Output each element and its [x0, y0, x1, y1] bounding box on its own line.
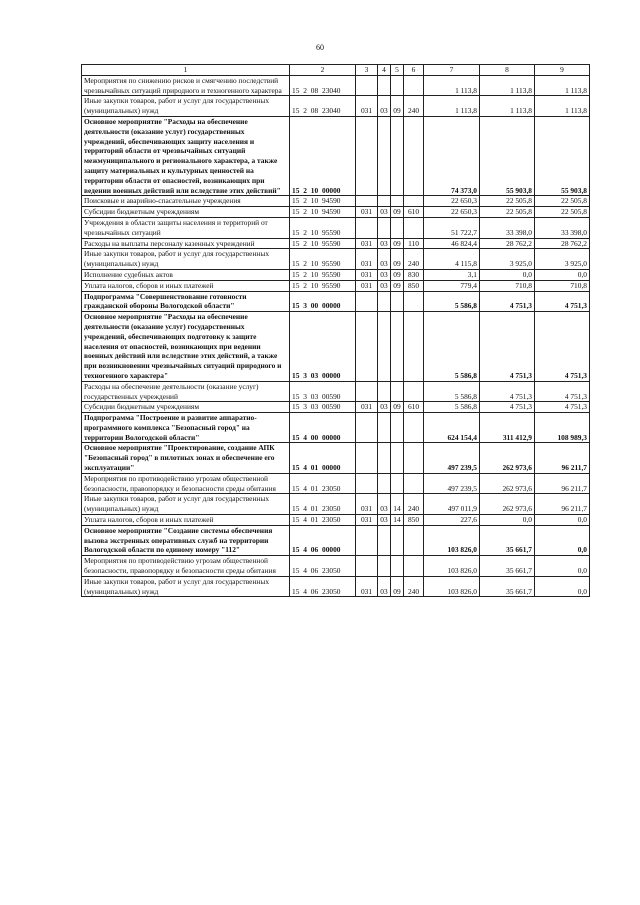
table-body [82, 75, 590, 597]
subsection-code: 09 [391, 238, 404, 249]
target-code: 15 2 08 23040 [290, 96, 356, 117]
section-code: 03 [378, 249, 391, 270]
amount-col-9: 108 989,3 [535, 413, 590, 443]
expense-type-code [404, 525, 424, 555]
amount-col-9: 0,0 [535, 269, 590, 280]
section-code: 03 [378, 238, 391, 249]
amount-col-9: 0,0 [535, 576, 590, 597]
amount-col-8: 35 661,7 [480, 576, 535, 597]
target-code: 15 4 01 23050 [290, 473, 356, 494]
amount-col-7: 779,4 [424, 280, 480, 291]
amount-col-8: 4 751,3 [480, 381, 535, 402]
row-name: Подпрограмма "Совершенствование готовности гражданской обороны Вологодской области" [82, 291, 290, 312]
amount-col-8: 3 925,0 [480, 249, 535, 270]
header-cell: 4 [378, 65, 391, 76]
header-cell: 5 [391, 65, 404, 76]
amount-col-9: 22 505,8 [535, 207, 590, 218]
amount-col-7: 3,1 [424, 269, 480, 280]
expense-type-code [404, 473, 424, 494]
ministry-code: 031 [356, 280, 378, 291]
row-name: Основное мероприятие "Проектирование, создание АПК "Безопасный город" в пилотных зонах и обеспечение его эксплуатации" [82, 443, 290, 473]
subsection-code: 09 [391, 269, 404, 280]
table-row [82, 525, 590, 555]
table-row [82, 494, 590, 515]
row-name: Иные закупки товаров, работ и услуг для государственных (муниципальных) нужд [82, 249, 290, 270]
table-row [82, 96, 590, 117]
amount-col-9: 710,8 [535, 280, 590, 291]
ministry-code [356, 217, 378, 238]
amount-col-8: 35 661,7 [480, 525, 535, 555]
ministry-code: 031 [356, 515, 378, 526]
row-name: Иные закупки товаров, работ и услуг для государственных (муниципальных) нужд [82, 576, 290, 597]
table-row [82, 249, 590, 270]
header-cell: 3 [356, 65, 378, 76]
expense-type-code: 110 [404, 238, 424, 249]
amount-col-9: 1 113,8 [535, 75, 590, 96]
subsection-code: 09 [391, 402, 404, 413]
table-row [82, 413, 590, 443]
expense-type-code: 610 [404, 402, 424, 413]
table-row [82, 75, 590, 96]
subsection-code [391, 443, 404, 473]
subsection-code: 09 [391, 280, 404, 291]
amount-col-8: 710,8 [480, 280, 535, 291]
amount-col-8: 262 973,6 [480, 443, 535, 473]
amount-col-9: 4 751,3 [535, 402, 590, 413]
amount-col-8: 4 751,3 [480, 291, 535, 312]
row-name: Мероприятия по снижению рисков и смягчению последствий чрезвычайных ситуаций природного и техногенного характера [82, 75, 290, 96]
amount-col-8: 1 113,8 [480, 96, 535, 117]
subsection-code: 09 [391, 249, 404, 270]
header-cell: 8 [480, 65, 535, 76]
target-code: 15 4 01 00000 [290, 443, 356, 473]
subsection-code [391, 473, 404, 494]
expense-type-code: 830 [404, 269, 424, 280]
target-code: 15 2 10 00000 [290, 116, 356, 195]
target-code: 15 3 03 00000 [290, 312, 356, 382]
section-code: 03 [378, 576, 391, 597]
section-code: 03 [378, 96, 391, 117]
amount-col-7: 497 239,5 [424, 443, 480, 473]
ministry-code: 031 [356, 96, 378, 117]
amount-col-7: 5 586,8 [424, 291, 480, 312]
table-row [82, 196, 590, 207]
amount-col-9: 22 505,8 [535, 196, 590, 207]
ministry-code: 031 [356, 269, 378, 280]
table-row [82, 280, 590, 291]
amount-col-7: 74 373,0 [424, 116, 480, 195]
row-name: Уплата налогов, сборов и иных платежей [82, 280, 290, 291]
row-name: Подпрограмма "Построение и развитие аппаратно-программного комплекса "Безопасный город" на территории Вологодской области" [82, 413, 290, 443]
amount-col-7: 5 586,8 [424, 381, 480, 402]
target-code: 15 2 10 95590 [290, 280, 356, 291]
amount-col-7: 46 824,4 [424, 238, 480, 249]
amount-col-9: 1 113,8 [535, 96, 590, 117]
amount-col-7: 1 113,8 [424, 96, 480, 117]
target-code: 15 2 10 95590 [290, 217, 356, 238]
amount-col-9: 28 762,2 [535, 238, 590, 249]
ministry-code: 031 [356, 207, 378, 218]
target-code: 15 2 10 94590 [290, 207, 356, 218]
table-row [82, 116, 590, 195]
section-code: 03 [378, 207, 391, 218]
target-code: 15 3 00 00000 [290, 291, 356, 312]
ministry-code: 031 [356, 402, 378, 413]
row-name: Расходы на обеспечение деятельности (оказание услуг) государственных учреждений [82, 381, 290, 402]
subsection-code [391, 312, 404, 382]
subsection-code: 09 [391, 207, 404, 218]
amount-col-9: 55 903,8 [535, 116, 590, 195]
expense-type-code [404, 291, 424, 312]
subsection-code [391, 217, 404, 238]
amount-col-7: 1 113,8 [424, 75, 480, 96]
target-code: 15 2 10 95590 [290, 238, 356, 249]
amount-col-8: 0,0 [480, 269, 535, 280]
subsection-code [391, 525, 404, 555]
target-code: 15 4 00 00000 [290, 413, 356, 443]
row-name: Расходы на выплаты персоналу казенных учреждений [82, 238, 290, 249]
table-row [82, 207, 590, 218]
subsection-code [391, 381, 404, 402]
expense-type-code [404, 413, 424, 443]
subsection-code [391, 556, 404, 577]
page-number: 60 [316, 43, 324, 52]
expense-type-code: 610 [404, 207, 424, 218]
row-name: Уплата налогов, сборов и иных платежей [82, 515, 290, 526]
target-code: 15 2 10 95590 [290, 249, 356, 270]
amount-col-9: 96 211,7 [535, 473, 590, 494]
target-code: 15 3 03 00590 [290, 381, 356, 402]
row-name: Иные закупки товаров, работ и услуг для государственных (муниципальных) нужд [82, 494, 290, 515]
header-cell: 6 [404, 65, 424, 76]
amount-col-8: 262 973,6 [480, 494, 535, 515]
target-code: 15 2 08 23040 [290, 75, 356, 96]
amount-col-8: 55 903,8 [480, 116, 535, 195]
row-name: Субсидии бюджетным учреждениям [82, 207, 290, 218]
amount-col-9: 96 211,7 [535, 443, 590, 473]
section-code [378, 525, 391, 555]
ministry-code [356, 443, 378, 473]
header-cell: 7 [424, 65, 480, 76]
expense-type-code [404, 217, 424, 238]
amount-col-7: 4 115,8 [424, 249, 480, 270]
expense-type-code: 850 [404, 280, 424, 291]
target-code: 15 4 01 23050 [290, 494, 356, 515]
amount-col-9: 96 211,7 [535, 494, 590, 515]
amount-col-7: 5 586,8 [424, 402, 480, 413]
ministry-code [356, 413, 378, 443]
row-name: Основное мероприятие "Расходы на обеспечение деятельности (оказание услуг) государственных учреждений, обеспечивающих подготовку к защите населения от опасностей, возникающих при ведении военных действий или вследствие этих действий, а также при возникновении чрезвычайных ситуаций природного и техногенного характера" [82, 312, 290, 382]
ministry-code [356, 196, 378, 207]
section-code: 03 [378, 515, 391, 526]
row-name: Исполнение судебных актов [82, 269, 290, 280]
table-row [82, 402, 590, 413]
amount-col-9: 4 751,3 [535, 291, 590, 312]
amount-col-7: 227,6 [424, 515, 480, 526]
section-code [378, 473, 391, 494]
amount-col-7: 5 586,8 [424, 312, 480, 382]
subsection-code [391, 116, 404, 195]
target-code: 15 2 10 94590 [290, 196, 356, 207]
ministry-code [356, 312, 378, 382]
amount-col-8: 4 751,3 [480, 312, 535, 382]
header-cell: 9 [535, 65, 590, 76]
section-code [378, 116, 391, 195]
subsection-code [391, 196, 404, 207]
target-code: 15 4 01 23050 [290, 515, 356, 526]
section-code [378, 75, 391, 96]
amount-col-7: 103 826,0 [424, 525, 480, 555]
expense-type-code [404, 443, 424, 473]
subsection-code: 09 [391, 96, 404, 117]
section-code [378, 413, 391, 443]
section-code: 03 [378, 269, 391, 280]
expense-type-code [404, 381, 424, 402]
ministry-code: 031 [356, 576, 378, 597]
table-row [82, 473, 590, 494]
expense-type-code: 850 [404, 515, 424, 526]
amount-col-8: 262 973,6 [480, 473, 535, 494]
amount-col-8: 22 505,8 [480, 196, 535, 207]
header-row [82, 65, 590, 76]
ministry-code [356, 473, 378, 494]
row-name: Поисковые и аварийно-спасательные учреждения [82, 196, 290, 207]
amount-col-7: 497 239,5 [424, 473, 480, 494]
amount-col-7: 624 154,4 [424, 413, 480, 443]
target-code: 15 4 06 23050 [290, 576, 356, 597]
expense-type-code [404, 312, 424, 382]
amount-col-8: 0,0 [480, 515, 535, 526]
ministry-code [356, 291, 378, 312]
subsection-code: 14 [391, 515, 404, 526]
ministry-code [356, 75, 378, 96]
header-cell: 2 [290, 65, 356, 76]
amount-col-7: 497 011,9 [424, 494, 480, 515]
section-code [378, 443, 391, 473]
subsection-code [391, 413, 404, 443]
section-code [378, 196, 391, 207]
subsection-code [391, 291, 404, 312]
table-row [82, 291, 590, 312]
ministry-code [356, 381, 378, 402]
ministry-code [356, 556, 378, 577]
expense-type-code: 240 [404, 249, 424, 270]
expense-type-code: 240 [404, 96, 424, 117]
target-code: 15 3 03 00590 [290, 402, 356, 413]
row-name: Мероприятия по противодействию угрозам общественной безопасности, правопорядку и безопасности среды обитания [82, 473, 290, 494]
section-code [378, 217, 391, 238]
row-name: Основное мероприятие "Расходы на обеспечение деятельности (оказание услуг) государственных учреждений, обеспечивающих защиту населения и территорий области от чрезвычайных ситуаций межмуниципального и регионального характера, а также защиту материальных и культурных ценностей на территории области от опасностей, возникающих при ведении военных действий или вследствие этих действий" [82, 116, 290, 195]
amount-col-9: 0,0 [535, 525, 590, 555]
amount-col-9: 3 925,0 [535, 249, 590, 270]
amount-col-7: 103 826,0 [424, 576, 480, 597]
amount-col-8: 22 505,8 [480, 207, 535, 218]
expense-type-code [404, 116, 424, 195]
amount-col-9: 0,0 [535, 556, 590, 577]
subsection-code [391, 75, 404, 96]
section-code [378, 312, 391, 382]
table-row [82, 515, 590, 526]
amount-col-8: 35 661,7 [480, 556, 535, 577]
amount-col-9: 0,0 [535, 515, 590, 526]
section-code: 03 [378, 402, 391, 413]
table-row [82, 217, 590, 238]
section-code [378, 381, 391, 402]
expense-type-code: 240 [404, 576, 424, 597]
expense-type-code [404, 196, 424, 207]
expense-type-code [404, 75, 424, 96]
table-row [82, 269, 590, 280]
amount-col-9: 33 398,0 [535, 217, 590, 238]
section-code [378, 291, 391, 312]
amount-col-7: 51 722,7 [424, 217, 480, 238]
section-code: 03 [378, 280, 391, 291]
row-name: Мероприятия по противодействию угрозам общественной безопасности, правопорядку и безопасности среды обитания [82, 556, 290, 577]
header-cell: 1 [82, 65, 290, 76]
ministry-code [356, 525, 378, 555]
amount-col-8: 311 412,9 [480, 413, 535, 443]
table-row [82, 576, 590, 597]
row-name: Учреждения в области защиты населения и территорий от чрезвычайных ситуаций [82, 217, 290, 238]
amount-col-7: 103 826,0 [424, 556, 480, 577]
ministry-code: 031 [356, 238, 378, 249]
amount-col-7: 22 650,3 [424, 196, 480, 207]
table-row [82, 238, 590, 249]
target-code: 15 4 06 00000 [290, 525, 356, 555]
table-row [82, 381, 590, 402]
ministry-code: 031 [356, 494, 378, 515]
amount-col-8: 1 113,8 [480, 75, 535, 96]
amount-col-8: 28 762,2 [480, 238, 535, 249]
expense-type-code: 240 [404, 494, 424, 515]
row-name: Иные закупки товаров, работ и услуг для государственных (муниципальных) нужд [82, 96, 290, 117]
section-code [378, 556, 391, 577]
amount-col-9: 4 751,3 [535, 312, 590, 382]
amount-col-7: 22 650,3 [424, 207, 480, 218]
ministry-code: 031 [356, 249, 378, 270]
subsection-code: 14 [391, 494, 404, 515]
table-row [82, 443, 590, 473]
table-row [82, 312, 590, 382]
budget-table [81, 64, 590, 597]
row-name: Основное мероприятие "Создание системы обеспечения вызова экстренных оперативных служб на территории Вологодской области по единому номеру "112" [82, 525, 290, 555]
ministry-code [356, 116, 378, 195]
row-name: Субсидии бюджетным учреждениям [82, 402, 290, 413]
expense-type-code [404, 556, 424, 577]
table-row [82, 556, 590, 577]
subsection-code: 09 [391, 576, 404, 597]
amount-col-9: 4 751,3 [535, 381, 590, 402]
target-code: 15 2 10 95590 [290, 269, 356, 280]
amount-col-8: 33 398,0 [480, 217, 535, 238]
target-code: 15 4 06 23050 [290, 556, 356, 577]
amount-col-8: 4 751,3 [480, 402, 535, 413]
section-code: 03 [378, 494, 391, 515]
